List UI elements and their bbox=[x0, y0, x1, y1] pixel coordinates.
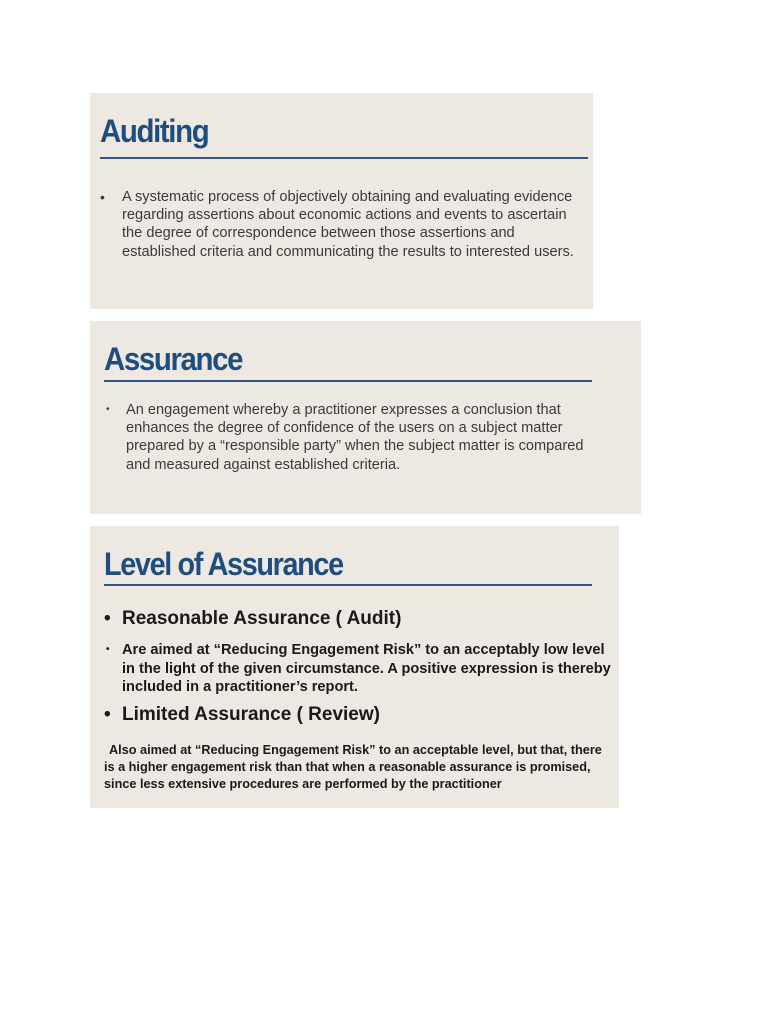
bullet-dot-icon: • bbox=[104, 608, 111, 629]
title-divider bbox=[104, 584, 592, 586]
slide-title: Auditing bbox=[100, 113, 209, 149]
title-divider bbox=[100, 157, 588, 159]
bullet-dot-icon: • bbox=[106, 404, 110, 415]
bullet-dot-icon: • bbox=[104, 704, 111, 725]
bullet-definition bbox=[104, 401, 604, 474]
bullet-dot-icon: • bbox=[100, 189, 105, 205]
bullet-text: Are aimed at “Reducing Engagement Risk” to an acceptably low level in the light of the given circumstance. A positive expression is thereby included in a practitioner’s report. bbox=[122, 642, 611, 695]
slide-auditing bbox=[90, 93, 593, 309]
sub-heading-text: Limited Assurance ( Review) bbox=[122, 704, 380, 725]
slide-assurance bbox=[90, 321, 641, 514]
sub-heading-limited-assurance bbox=[104, 704, 380, 726]
sub-heading-reasonable-assurance bbox=[104, 608, 401, 630]
slide-title: Assurance bbox=[104, 341, 243, 377]
bullet-text: An engagement whereby a practitioner expresses a conclusion that enhances the degree of confidence of the users on a subject matter prepared by a “responsible party” when the subject matter is compared and measured against established criteria. bbox=[126, 402, 584, 473]
bullet-dot-icon: • bbox=[106, 644, 110, 655]
bullet-definition bbox=[100, 188, 590, 261]
bullet-reasonable-description bbox=[104, 641, 614, 697]
slide-title: Level of Assurance bbox=[104, 546, 343, 582]
sub-heading-text: Reasonable Assurance ( Audit) bbox=[122, 608, 402, 629]
limited-assurance-paragraph: Also aimed at “Reducing Engagement Risk” to an acceptable level, but that, there is a higher engagement risk than that when a reasonable assurance is promised, since less extensive procedures are performed by the practitioner bbox=[104, 743, 602, 791]
bullet-text: A systematic process of objectively obtaining and evaluating evidence regarding assertions about economic actions and events to ascertain the degree of correspondence between those assertions and established criteria and communicating the results to interested users. bbox=[122, 189, 574, 260]
title-divider bbox=[104, 380, 592, 382]
slide-level-of-assurance bbox=[90, 526, 619, 808]
